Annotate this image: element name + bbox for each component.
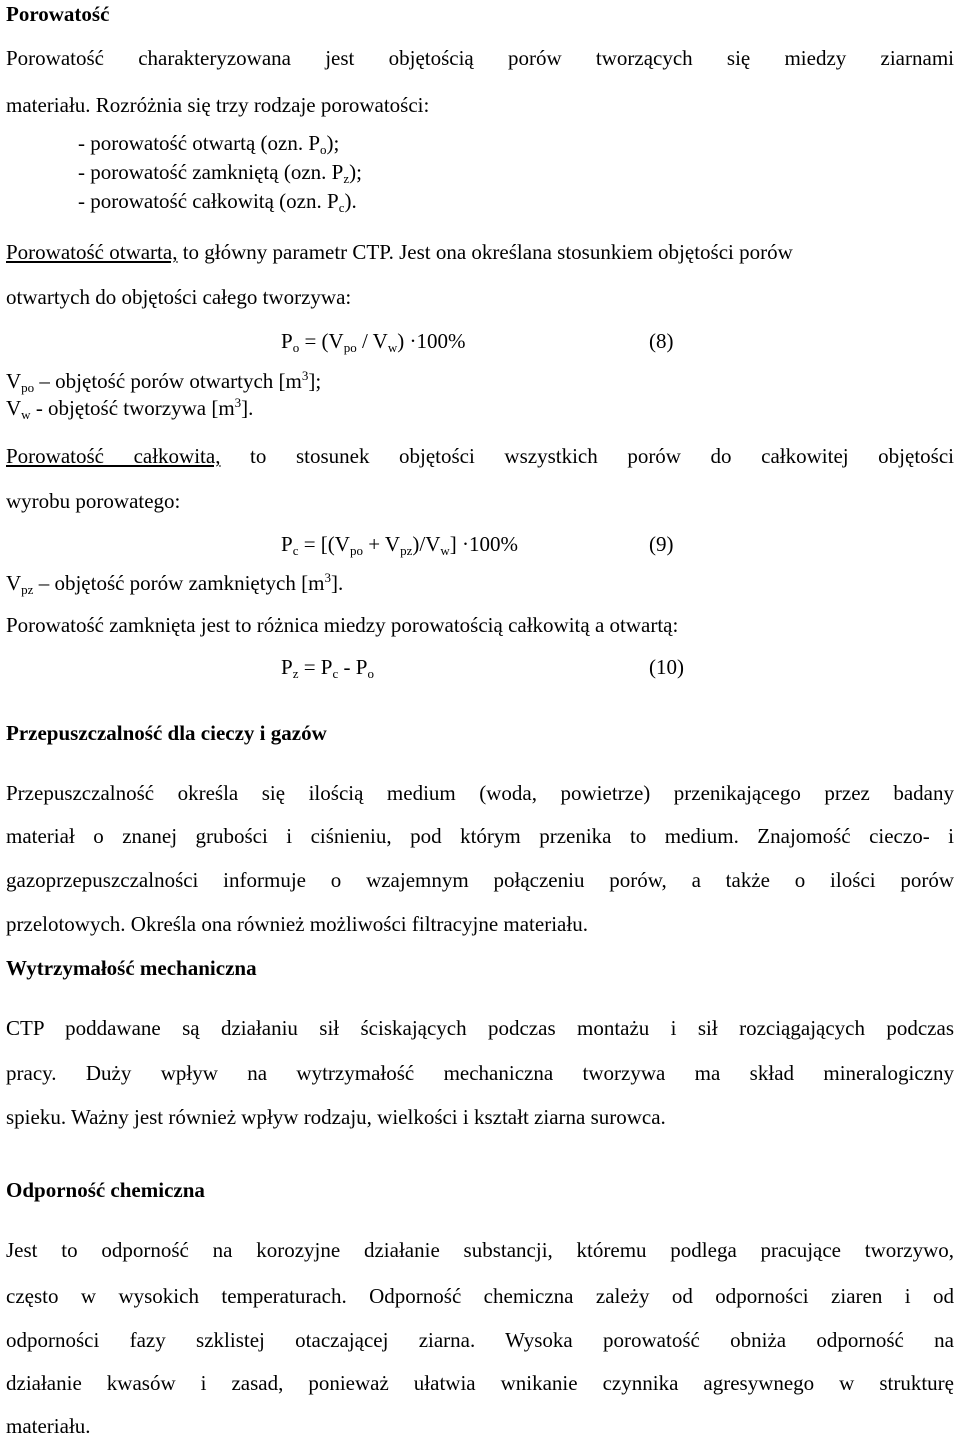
paragraph-line: Porowatość całkowita, to stosunek objętości wszystkich porów do całkowitej objętości [6, 444, 954, 468]
equation-number: (8) [649, 329, 674, 353]
paragraph-line: Jest to odporność na korozyjne działanie substancji, któremu podlega pracujące tworzywo, [6, 1238, 954, 1262]
term-open-porosity: Porowatość otwarta, [6, 240, 178, 264]
section-heading-wytrzymalosc: Wytrzymałość mechaniczna [6, 956, 257, 980]
equation-number: (10) [649, 655, 684, 679]
paragraph-line: otwartych do objętości całego tworzywa: [6, 285, 352, 309]
paragraph-line: materiału. [6, 1414, 91, 1438]
paragraph-line: działanie kwasów i zasad, ponieważ ułatwia wnikanie czynnika agresywnego w strukturę [6, 1371, 954, 1395]
equation-number: (9) [649, 532, 674, 556]
equation-9: $P_c = [(V_{po} + V_{pz})/V_w] \cdot 100\%$ [281, 532, 519, 558]
paragraph-line: CTP poddawane są działaniu sił ściskających podczas montażu i sił rozciągających podczas [6, 1016, 954, 1040]
paragraph-line: Porowatość zamknięta jest to różnica miedzy porowatością całkowitą a otwartą: [6, 613, 679, 637]
definition-line: $V_{po}$ – objętość porów otwartych $[m^3]$; [6, 368, 322, 395]
paragraph-line: materiał o znanej grubości i ciśnieniu, pod którym przenika to medium. Znajomość cieczo- i [6, 824, 954, 848]
list-item: - porowatość otwartą (ozn. $P_o$); [78, 131, 340, 157]
section-heading-przepuszczalnosc: Przepuszczalność dla cieczy i gazów [6, 721, 327, 745]
section-heading-odpornosc: Odporność chemiczna [6, 1178, 205, 1202]
paragraph-line: Porowatość otwarta, to główny parametr CTP. Jest ona określana stosunkiem objętości porów [6, 240, 793, 264]
paragraph-line: gazoprzepuszczalności informuje o wzajemnym połączeniu porów, a także o ilości porów [6, 868, 954, 892]
paragraph-line: przelotowych. Określa ona również możliwości filtracyjne materiału. [6, 912, 588, 936]
equation-10: $P_z = P_c - P_o$ [281, 655, 374, 681]
paragraph-line: wyrobu porowatego: [6, 489, 181, 513]
definition-line: $V_w$ - objętość tworzywa $[m^3]$. [6, 395, 254, 422]
paragraph-line: Przepuszczalność określa się ilością medium (woda, powietrze) przenikającego przez badany [6, 781, 954, 805]
definition-line: $V_{pz}$ – objętość porów zamkniętych $[m^3]$. [6, 570, 344, 597]
term-total-porosity: Porowatość całkowita, [6, 444, 221, 468]
paragraph-line: spieku. Ważny jest również wpływ rodzaju, wielkości i kształt ziarna surowca. [6, 1105, 666, 1129]
section-heading-porowatosc: Porowatość [6, 2, 110, 26]
paragraph-line: materiału. Rozróżnia się trzy rodzaje porowatości: [6, 93, 430, 117]
paragraph-line: odporności fazy szklistej otaczającej ziarna. Wysoka porowatość obniża odporność na [6, 1328, 954, 1352]
paragraph-line: często w wysokich temperaturach. Odporność chemiczna zależy od odporności ziaren i od [6, 1284, 954, 1308]
equation-8: $P_o = (V_{po} / V_w) \cdot 100\%$ [281, 329, 466, 355]
list-item: - porowatość całkowitą (ozn. $P_c$). [78, 189, 357, 215]
paragraph-line: pracy. Duży wpływ na wytrzymałość mechaniczna tworzywa ma skład mineralogiczny [6, 1061, 954, 1085]
paragraph-line: Porowatość charakteryzowana jest objętością porów tworzących się miedzy ziarnami [6, 46, 954, 70]
list-item: - porowatość zamkniętą (ozn. $P_z$); [78, 160, 362, 186]
